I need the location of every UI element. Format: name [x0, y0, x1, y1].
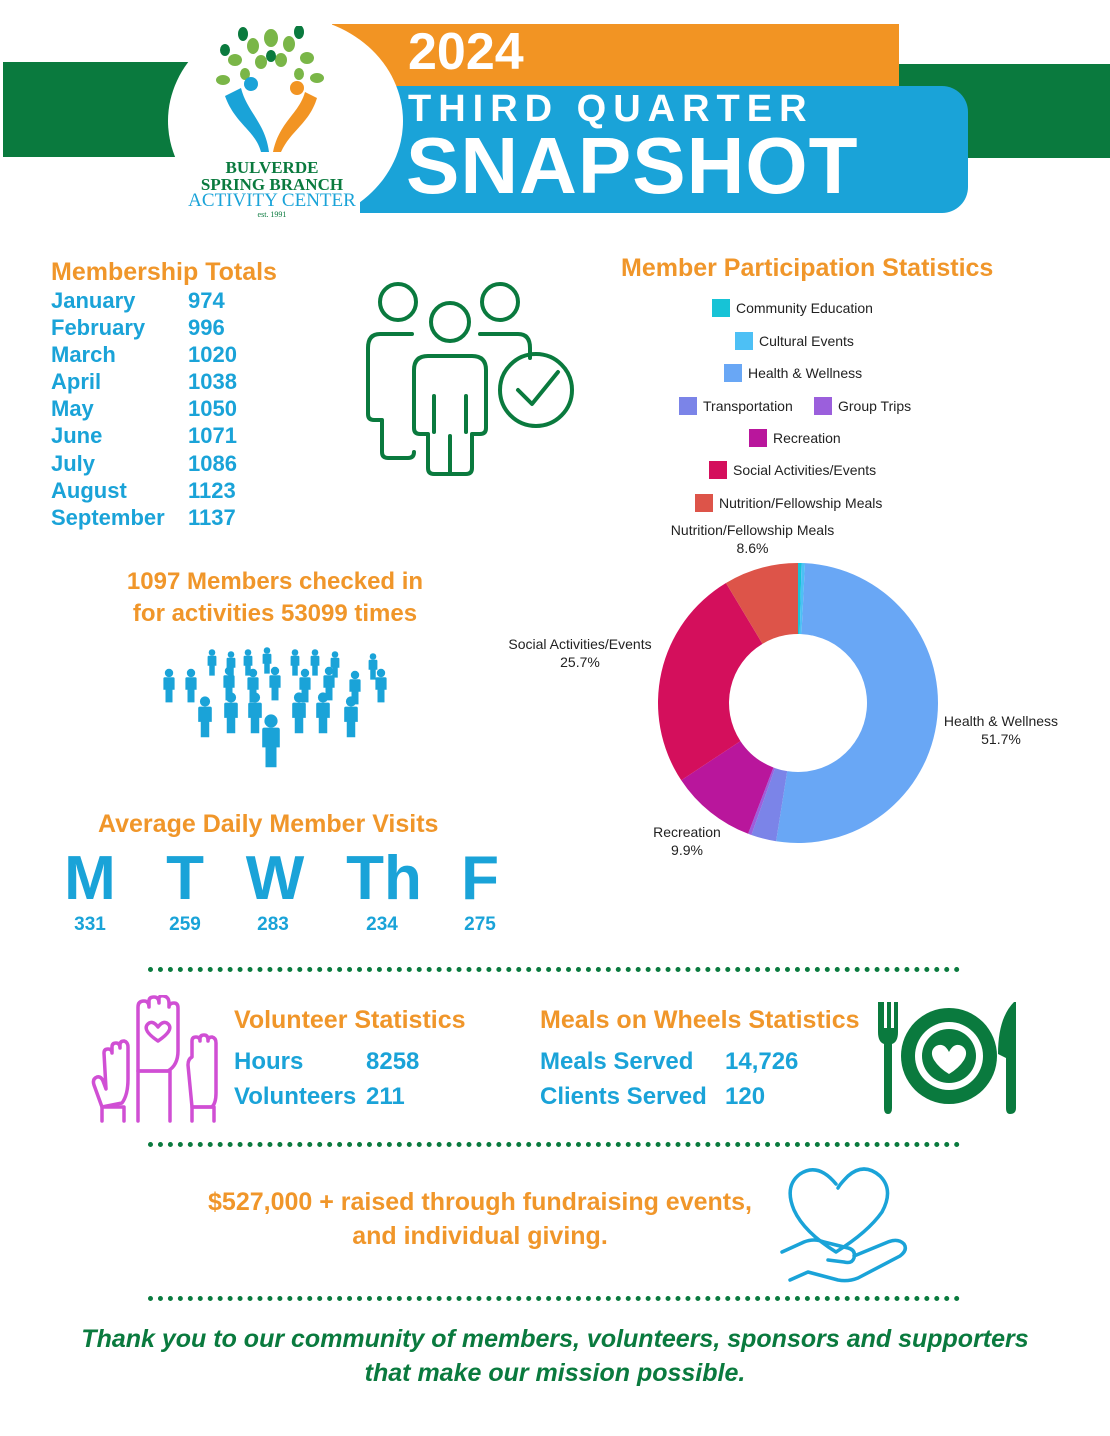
header-quarter: THIRD QUARTER [408, 88, 814, 130]
month-value: 996 [188, 315, 225, 341]
checkin-line2: for activities 53099 times [132, 600, 418, 627]
membership-row [51, 477, 237, 504]
membership-title: Membership Totals [51, 258, 277, 286]
day-value: 275 [464, 914, 496, 935]
fundraising-line1: $527,000 + raised through fundraising events, [208, 1188, 752, 1216]
legend-label: Cultural Events [759, 333, 854, 349]
legend-swatch [712, 299, 730, 317]
logo-text-line3: ACTIVITY CENTER [188, 190, 356, 211]
day-value: 234 [366, 914, 398, 935]
legend-item [712, 298, 873, 318]
fundraising-summary [150, 1185, 810, 1253]
header-year: 2024 [408, 23, 524, 81]
volunteer-title: Volunteer Statistics [234, 1006, 466, 1034]
month-value: 1123 [188, 477, 236, 503]
participation-donut-chart [650, 555, 946, 851]
day-value: 259 [169, 914, 201, 935]
volunteer-hours-label: Hours [234, 1048, 304, 1075]
month-label: March [51, 342, 116, 368]
raised-hands-heart-icon [88, 995, 220, 1123]
members-check-icon [360, 276, 585, 481]
data-label-name: Social Activities/Events [508, 636, 652, 652]
legend-item [709, 460, 876, 480]
month-label: July [51, 450, 96, 476]
month-value: 1020 [188, 342, 237, 368]
tree-logo-icon [205, 26, 335, 156]
participation-title: Member Participation Statistics [621, 254, 994, 282]
data-label-social [500, 635, 660, 671]
fundraising-line2: and individual giving. [352, 1222, 608, 1250]
month-value: 1050 [188, 396, 237, 422]
month-label: February [51, 315, 146, 341]
meals-served-label: Meals Served [540, 1048, 694, 1075]
day-letter: M [64, 844, 116, 913]
legend-item [724, 363, 862, 383]
legend-swatch [724, 364, 742, 382]
data-label-nutrition [660, 521, 845, 557]
membership-row [51, 450, 237, 477]
month-label: January [51, 288, 136, 313]
data-label-name: Health & Wellness [943, 713, 1059, 729]
month-value: 1137 [188, 504, 236, 530]
legend-swatch [709, 461, 727, 479]
legend-swatch [814, 397, 832, 415]
month-label: April [51, 369, 102, 395]
logo-text-line2: SPRING BRANCH [200, 175, 344, 194]
thank-you-message [40, 1322, 1070, 1390]
legend-item [695, 493, 882, 513]
volunteer-count-label: Volunteers [234, 1083, 357, 1110]
legend-label: Social Activities/Events [733, 462, 877, 478]
legend-swatch [679, 397, 697, 415]
data-label-recreation [637, 823, 737, 859]
divider [148, 967, 960, 972]
legend-swatch [695, 494, 713, 512]
checkin-line1: 1097 Members checked in [126, 568, 424, 595]
plate-utensils-icon [874, 998, 1024, 1116]
volunteer-count-value: 211 [366, 1083, 405, 1110]
month-value: 1038 [188, 369, 237, 395]
legend-label: Transportation [703, 398, 793, 414]
day-letter: F [461, 844, 499, 913]
day-letter: Th [346, 844, 422, 913]
membership-table [51, 287, 237, 531]
month-label: June [51, 423, 103, 449]
legend-label: Nutrition/Fellowship Meals [719, 495, 883, 511]
month-value: 974 [188, 288, 225, 313]
legend-item [679, 396, 793, 416]
thanks-line2: that make our mission possible. [364, 1359, 746, 1387]
day-letter: W [245, 844, 305, 913]
day-value: 283 [257, 914, 289, 935]
logo-text-line1: BULVERDE [225, 158, 319, 177]
crowd-icon [155, 640, 395, 792]
daily-visits-title: Average Daily Member Visits [98, 810, 439, 838]
clients-served-value: 120 [725, 1083, 766, 1110]
legend-label: Recreation [773, 430, 841, 446]
legend-item [735, 331, 854, 351]
logo-est: est. 1991 [257, 210, 287, 219]
legend-swatch [749, 429, 767, 447]
legend-item [814, 396, 911, 416]
membership-row [51, 314, 237, 341]
data-label-pct: 51.7% [981, 731, 1021, 747]
heart-in-hand-icon [778, 1160, 923, 1288]
divider [148, 1142, 960, 1147]
day-letter: T [166, 844, 204, 913]
membership-row [51, 287, 237, 314]
month-label: August [51, 477, 127, 503]
day-value: 331 [74, 914, 106, 935]
membership-row [51, 341, 237, 368]
legend-swatch [735, 332, 753, 350]
month-label: September [51, 504, 165, 530]
month-value: 1086 [188, 450, 237, 476]
checkin-summary [60, 566, 490, 630]
volunteer-hours-value: 8258 [366, 1048, 420, 1075]
data-label-name: Recreation [653, 824, 721, 840]
meals-served-value: 14,726 [725, 1048, 799, 1075]
data-label-pct: 8.6% [736, 540, 769, 556]
divider [148, 1296, 960, 1301]
thanks-line1: Thank you to our community of members, volunteers, sponsors and supporters [81, 1325, 1029, 1353]
month-value: 1071 [188, 423, 237, 449]
clients-served-label: Clients Served [540, 1083, 707, 1110]
header-title: SNAPSHOT [406, 121, 859, 210]
membership-row [51, 395, 237, 422]
legend-label: Community Education [736, 300, 873, 316]
membership-row [51, 422, 237, 449]
month-label: May [51, 396, 94, 422]
legend-item [749, 428, 841, 448]
data-label-health [936, 712, 1066, 748]
data-label-pct: 25.7% [560, 654, 600, 670]
membership-row [51, 368, 237, 395]
meals-title: Meals on Wheels Statistics [540, 1006, 860, 1034]
data-label-name: Nutrition/Fellowship Meals [670, 522, 835, 538]
legend-label: Group Trips [838, 398, 912, 414]
data-label-pct: 9.9% [671, 842, 703, 858]
legend-label: Health & Wellness [748, 365, 863, 381]
membership-row [51, 504, 237, 531]
